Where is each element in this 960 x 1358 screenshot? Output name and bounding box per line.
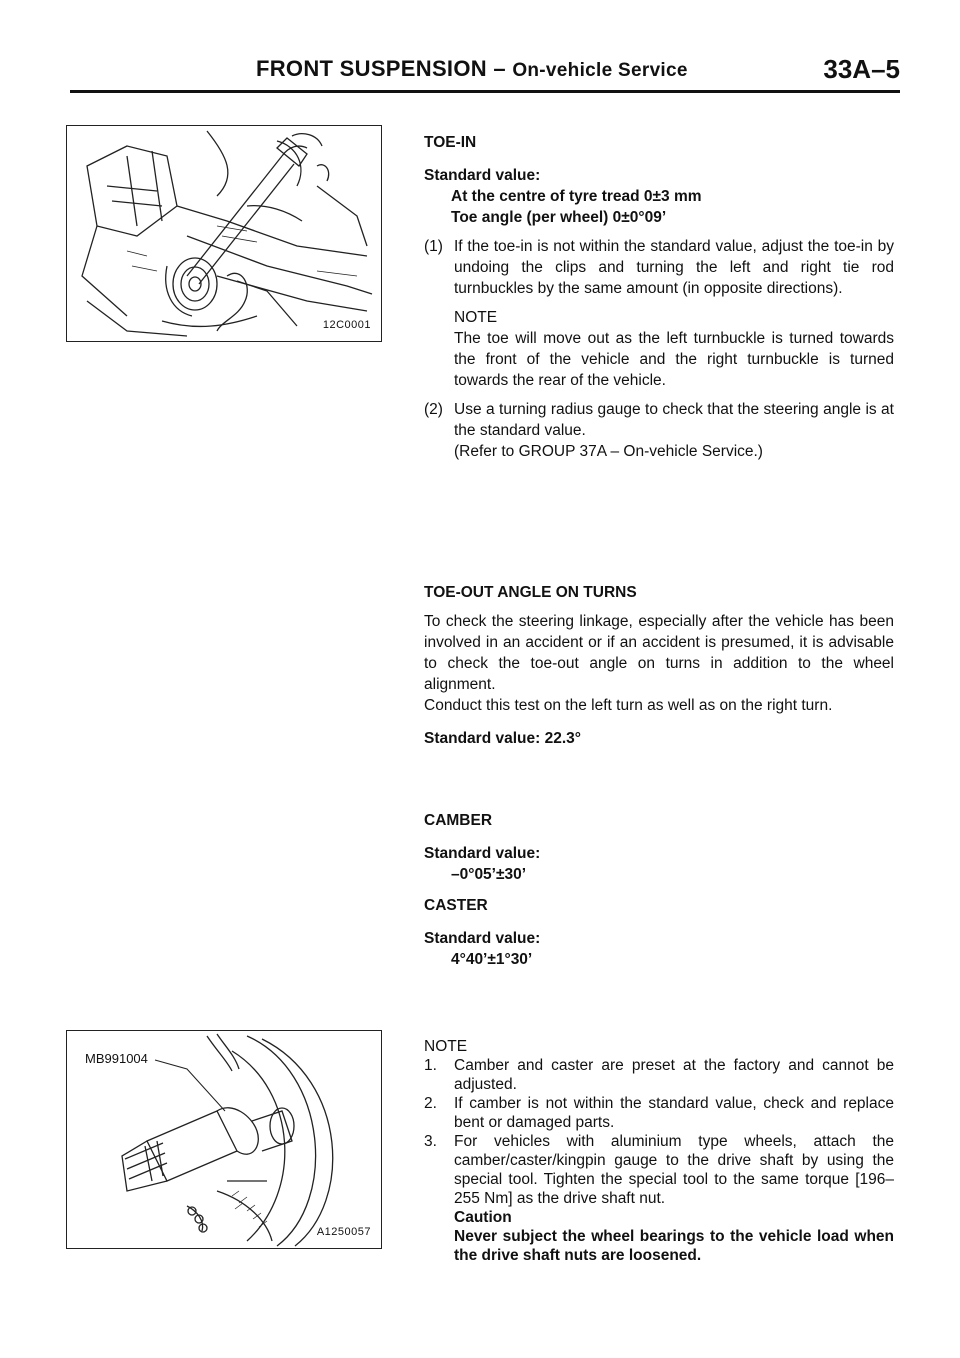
toe-out-para-1: To check the steering linkage, especially after the vehicle has been involved in an accident or if an accident is presumed, it is advisable to check the toe-out angle on turns in addition to the wheel alignment.: [424, 613, 894, 693]
header-rule: [70, 90, 900, 93]
caster-heading: CASTER: [424, 897, 488, 914]
page-header: [70, 56, 900, 88]
section-title: [256, 56, 688, 82]
figure-toe-in-adjustment: [66, 125, 382, 342]
note-item-1: [424, 1056, 894, 1094]
note-item-text: Camber and caster are preset at the factory and cannot be adjusted.: [454, 1057, 894, 1093]
figure-code: 12C0001: [322, 319, 371, 331]
toe-in-std-angle: Toe angle (per wheel) 0±0°09’: [451, 209, 667, 226]
caution-label: Caution: [454, 1209, 512, 1226]
note-text: The toe will move out as the left turnbuckle is turned towards the front of the vehicle and the right turnbuckle is turned towards the rear of the vehicle.: [454, 330, 894, 389]
note-section: [424, 1037, 894, 1265]
toe-out-std: Standard value: 22.3°: [424, 730, 581, 747]
step-reference: (Refer to GROUP 37A – On-vehicle Service.): [454, 443, 763, 460]
note-label: NOTE: [424, 1038, 468, 1055]
step-text: Use a turning radius gauge to check that the steering angle is at the standard value.: [454, 401, 894, 439]
toe-out-heading: TOE-OUT ANGLE ON TURNS: [424, 584, 637, 601]
figure-gauge-attachment: [66, 1030, 382, 1249]
toe-out-section: [424, 582, 894, 749]
section-title-main: FRONT SUSPENSION –: [256, 56, 506, 81]
toe-in-step-2: [424, 399, 894, 462]
tool-part-number: MB991004: [85, 1051, 148, 1066]
caution-text: Never subject the wheel bearings to the vehicle load when the drive shaft nuts are loosened.: [454, 1228, 894, 1264]
toe-in-note: [424, 307, 894, 391]
toe-in-illustration: [67, 126, 381, 341]
caster-std-label: Standard value:: [424, 930, 541, 947]
note-label: NOTE: [454, 309, 498, 326]
text-column: [424, 132, 894, 462]
toe-in-std-tread: At the centre of tyre tread 0±3 mm: [451, 188, 702, 205]
section-subtitle: On-vehicle Service: [512, 60, 688, 81]
figure-code: A1250057: [316, 1226, 371, 1238]
note-item-number: 1.: [424, 1057, 437, 1074]
caster-std-value: 4°40’±1°30’: [451, 951, 533, 968]
toe-in-step-1: [424, 236, 894, 299]
note-item-text: If camber is not within the standard value, check and replace bent or damaged parts.: [454, 1095, 894, 1131]
note-item-number: 2.: [424, 1095, 437, 1112]
step-text: If the toe-in is not within the standard value, adjust the toe-in by undoing the clips and turning the left and right tie rod turnbuckles by the same amount (in opposite directions).: [454, 238, 894, 297]
note-item-number: 3.: [424, 1133, 437, 1150]
camber-std-value: –0°05’±30’: [451, 866, 527, 883]
page-number: 33A–5: [823, 54, 900, 84]
note-item-2: [424, 1094, 894, 1132]
toe-in-std-label: Standard value:: [424, 167, 541, 184]
camber-std-label: Standard value:: [424, 845, 541, 862]
step-number: (1): [424, 238, 443, 255]
toe-in-heading: TOE-IN: [424, 134, 477, 151]
step-number: (2): [424, 401, 443, 418]
camber-heading: CAMBER: [424, 812, 493, 829]
toe-out-para-2: Conduct this test on the left turn as well as on the right turn.: [424, 697, 833, 714]
note-item-text: For vehicles with aluminium type wheels, attach the camber/caster/kingpin gauge to the drive shaft by using the special tool. Tighten the special tool to the same torque [196–255 Nm] as the drive shaft nut.: [454, 1133, 894, 1207]
note-item-3: [424, 1132, 894, 1265]
camber-caster-section: [424, 810, 894, 970]
